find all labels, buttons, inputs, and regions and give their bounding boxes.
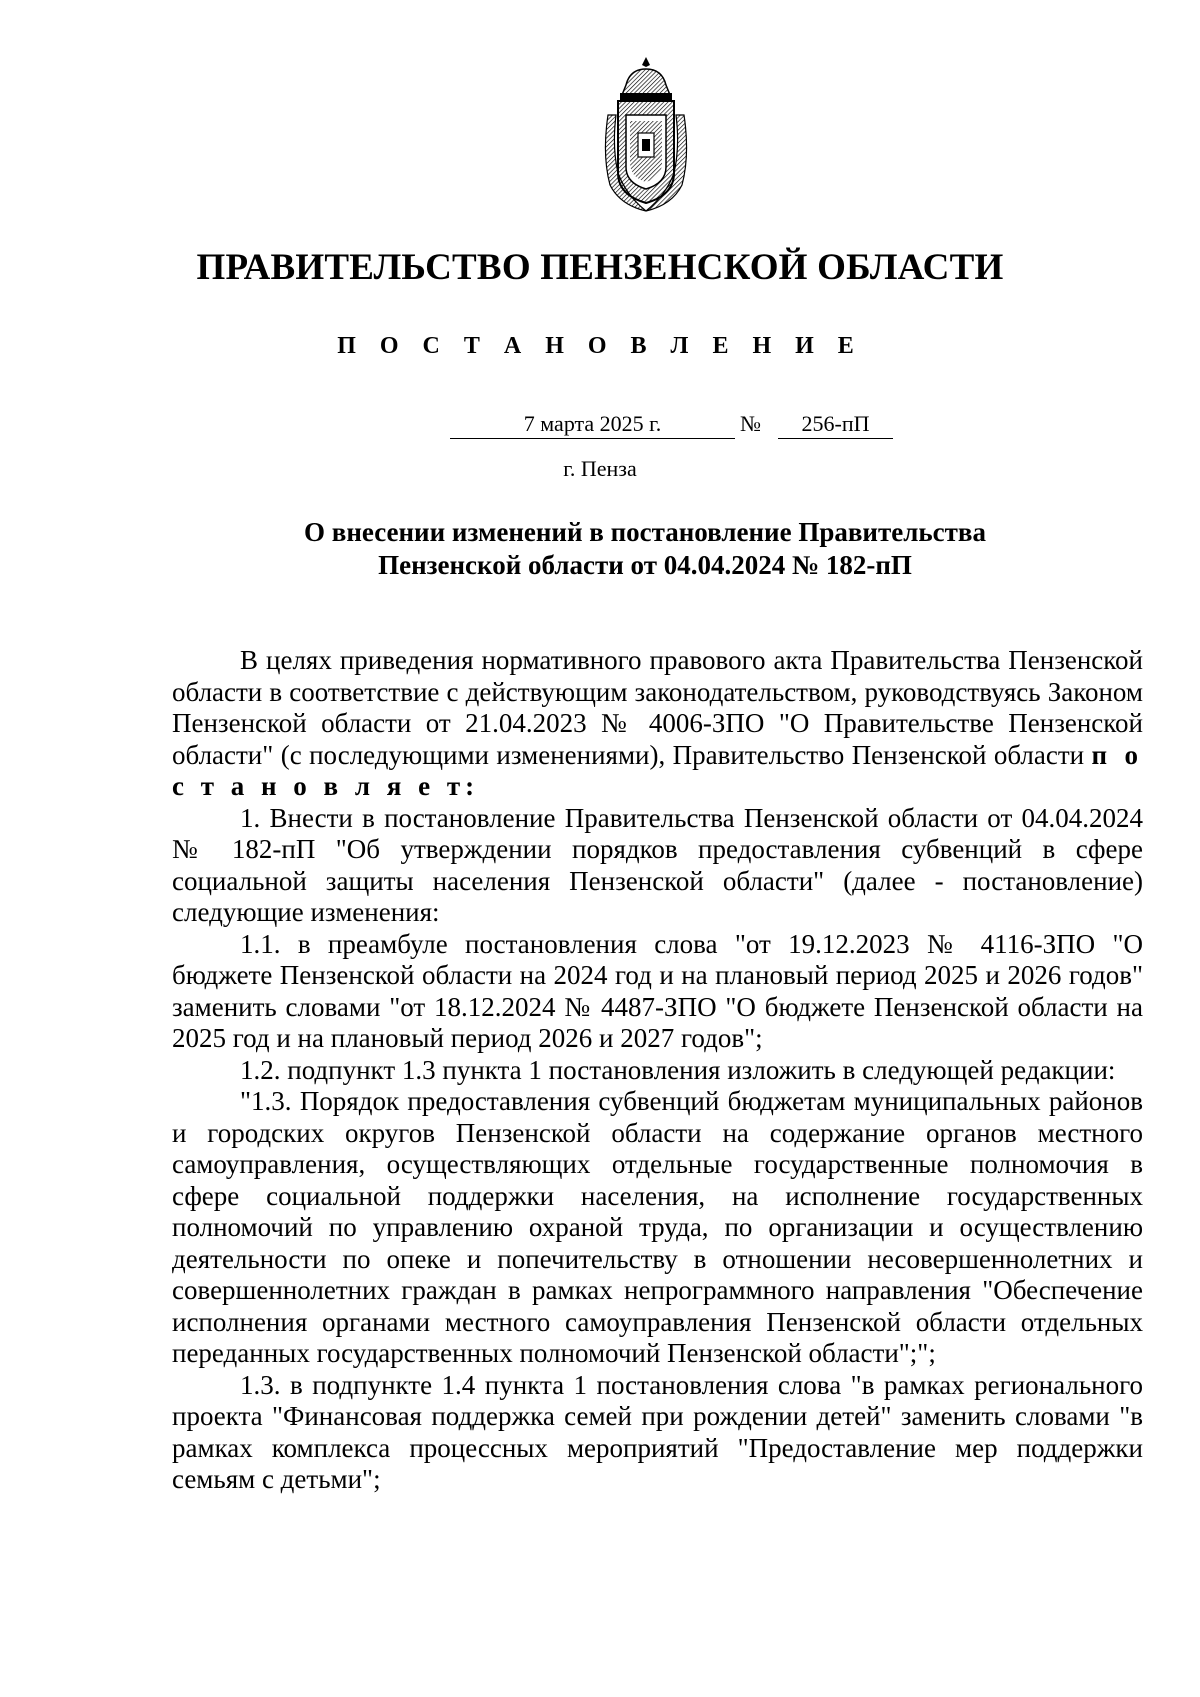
coat-of-arms-icon [600,55,692,213]
preamble-text: В целях приведения нормативного правового акта Правительства Пензенской области в соответствие с действующим законодательством, руководствуясь Законом Пензенской области от 21.04.2023 № 4006-ЗПО "О Правительстве Пензенской области" (с последующими изменениями), Правительство Пензенской области [172,645,1143,770]
paragraph-1-2: 1.2. подпункт 1.3 пункта 1 постановления изложить в следующей редакции: [240,1054,1116,1085]
paragraph-1-1: 1.1. в преамбуле постановления слова "от 19.12.2023 № 4116-ЗПО "О бюджете Пензенской области на 2024 год и на плановый период 2025 и 2026 годов" заменить словами "от 18.12.2024 № 4487-ЗПО "О бюджете Пензенской области на 2025 год и на плановый период 2026 и 2027 годов"; [172,928,1143,1053]
paragraph-1-3: 1.3. в подпункте 1.4 пункта 1 постановления слова "в рамках регионального проекта "Финансовая поддержка семей при рождении детей" заменить словами "в рамках комплекса процессных мероприятий "Предоставление мер поддержки семьям с детьми"; [172,1369,1143,1494]
document-title [250,516,1040,582]
preamble-paragraph [172,645,1143,803]
organization-name: ПРАВИТЕЛЬСТВО ПЕНЗЕНСКОЙ ОБЛАСТИ [196,247,1004,288]
document-date: 7 марта 2025 г. [450,412,735,439]
paragraph-1-2-quote: "1.3. Порядок предоставления субвенций бюджетам муниципальных районов и городских округов Пензенской области на содержание органов местного самоуправления, осуществляющих отдельные государственные полномочия в сфере социальной поддержки населения, на исполнение государственных полномочий по управлению охраной труда, по организации и осуществлению деятельности по опеке и попечительству в отношении несовершеннолетних и совершеннолетних граждан в рамках непрограммного направления "Обеспечение исполнения органами местного самоуправления Пензенской области отдельных переданных государственных полномочий Пензенской области";"; [172,1086,1143,1368]
city: г. Пенза [563,456,637,481]
title-line-1: О внесении изменений в постановление Правительства [304,517,986,547]
number-sign: № [740,411,761,436]
document-number: 256-пП [778,412,893,439]
title-line-2: Пензенской области от 04.04.2024 № 182-пП [378,550,912,580]
document-type: П О С Т А Н О В Л Е Н И Е [337,333,863,359]
paragraph-1: 1. Внести в постановление Правительства Пензенской области от 04.04.2024 № 182-пП "Об утверждении порядков предоставления субвенций в сфере социальной защиты населения Пензенской области" (далее - постановление) следующие изменения: [172,802,1143,927]
document-body [172,645,1143,1496]
preamble-keyword: п о с т а н о в л я е т: [172,739,1143,801]
